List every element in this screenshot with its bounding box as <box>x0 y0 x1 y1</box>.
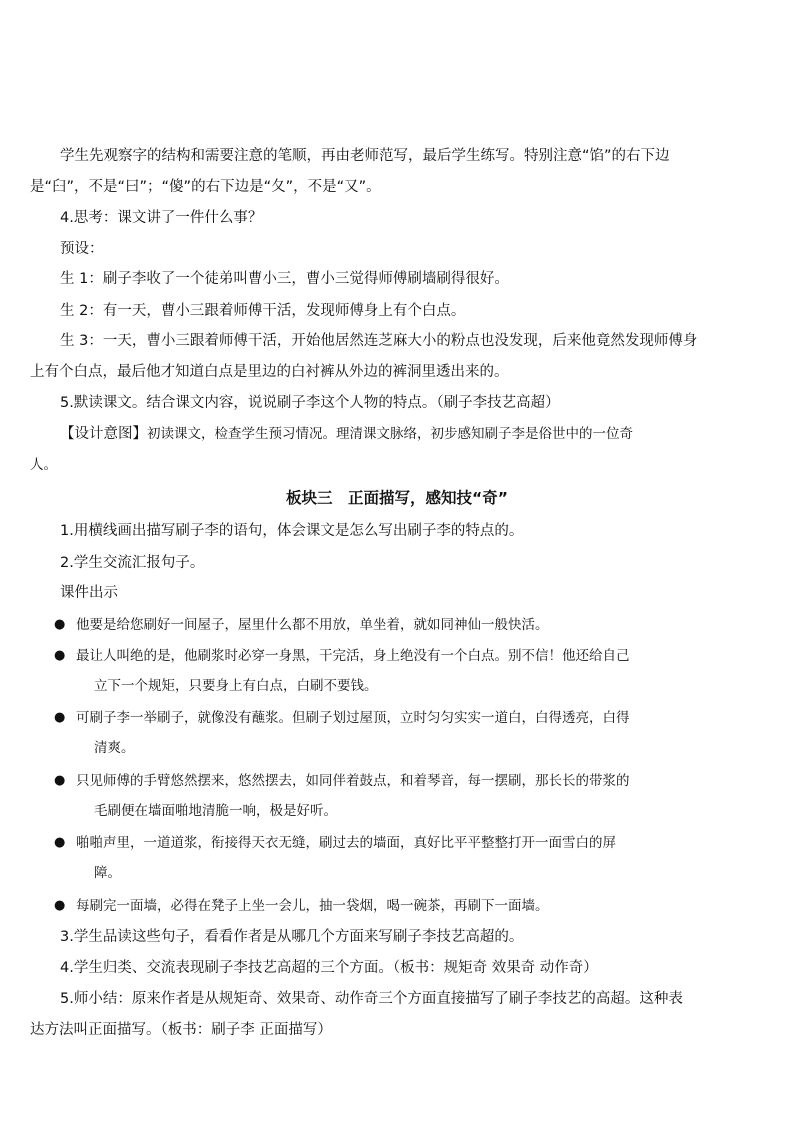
student-answer-2: 生 2：有一天，曹小三跟着师傅干活，发现师傅身上有个白点。 <box>60 303 466 319</box>
quote-bullet-1-line1: 他要是给您刷好一间屋子，屋里什么都不用放，单坐着，就如同神仙一般快活。 <box>76 617 549 633</box>
quote-bullet-1 <box>54 610 770 640</box>
instruction-1: 1.用横线画出描写刷子李的语句，体会课文是怎么写出刷子李的特点的。 <box>60 523 524 539</box>
design-intent-text: 初读课文，检查学生预习情况。理清课文脉络，初步感知刷子李是俗世中的一位奇 <box>147 426 633 442</box>
quote-bullet-2-line2: 立下一个规矩，只要身上有白点，白刷不要钱。 <box>94 678 378 694</box>
quote-bullet-4-line2: 毛刷便在墙面啪地清脆一响，极是好听。 <box>94 803 337 819</box>
design-intent-label: 【设计意图】 <box>60 426 147 442</box>
bullet-dot: ● <box>54 648 66 663</box>
quote-bullet-4-line1: 只见师傅的手臂悠然摆来，悠然摆去，如同伴着鼓点，和着琴音，每一摆刷，那长长的带浆的 <box>76 773 630 789</box>
quote-bullet-3-line2: 清爽。 <box>94 740 135 756</box>
summary-line1: 5.师小结：原来作者是从规矩奇、效果奇、动作奇三个方面直接描写了刷子李技艺的高超。这种表 <box>60 991 683 1007</box>
quote-bullet-2-line1: 最让人叫绝的是，他刷浆时必穿一身黑，干完活，身上绝没有一个白点。别不信！他还给自己 <box>76 648 630 664</box>
quote-bullet-6-line1: 每刷完一面墙，必得在凳子上坐一会儿，抽一袋烟，喝一碗茶，再刷下一面墙。 <box>76 898 549 914</box>
bullet-dot: ● <box>54 710 66 725</box>
quote-bullet-3-line1: 可刷子李一举刷子，就像没有蘸浆。但刷子划过屋顶，立时匀匀实实一道白，白得透亮，白得 <box>76 710 630 726</box>
design-intent-line1 <box>30 419 766 449</box>
design-intent-line2: 人。 <box>30 457 57 473</box>
question-4: 4.思考：课文讲了一件什么事？ <box>60 210 263 226</box>
question-5: 5.默读课文。结合课文内容，说说刷子李这个人物的特点。（刷子李技艺高超） <box>60 395 560 411</box>
quote-bullet-5 <box>54 828 770 888</box>
quote-bullet-3 <box>54 703 770 763</box>
quote-bullet-4 <box>54 766 770 826</box>
preset-label: 预设： <box>60 241 104 257</box>
student-answer-1: 生 1：刷子李收了一个徒弟叫曹小三，曹小三觉得师傅刷墙刷得很好。 <box>60 271 509 287</box>
summary-line2: 达方法叫正面描写。（板书：刷子李 正面描写） <box>30 1022 332 1038</box>
student-answer-3-line1: 生 3：一天，曹小三跟着师傅干活，开始他居然连芝麻大小的粉点也没发现，后来他竟然发现师傅身 <box>60 333 698 349</box>
quote-bullet-5-line1: 啪啪声里，一道道浆，衔接得天衣无缝，刷过去的墙面，真好比平平整整打开一面雪白的屏 <box>76 835 616 851</box>
paragraph-writing-guidance-line2: 是“臼”，不是“曰”；“傻”的右下边是“夂”，不是“又”。 <box>30 179 381 195</box>
quote-bullet-5-line2: 障。 <box>94 865 121 881</box>
bullet-dot: ● <box>54 773 66 788</box>
quote-bullet-6 <box>54 891 770 921</box>
instruction-2: 2.学生交流汇报句子。 <box>60 555 205 571</box>
bullet-dot: ● <box>54 617 66 632</box>
instruction-3: 3.学生品读这些句子，看看作者是从哪几个方面来写刷子李技艺高超的。 <box>60 929 524 945</box>
student-answer-3-line2: 上有个白点，最后他才知道白点是里边的白衬裤从外边的裤洞里透出来的。 <box>30 364 509 380</box>
section-heading: 板块三 正面描写，感知技“奇” <box>286 489 508 507</box>
instruction-4: 4.学生归类、交流表现刷子李技艺高超的三个方面。（板书：规矩奇 效果奇 动作奇） <box>60 960 598 976</box>
bullet-dot: ● <box>54 835 66 850</box>
quote-bullet-2 <box>54 641 770 701</box>
courseware-show-label: 课件出示 <box>60 585 118 601</box>
bullet-dot: ● <box>54 898 66 913</box>
paragraph-writing-guidance-line1: 学生先观察字的结构和需要注意的笔顺，再由老师范写，最后学生练写。特别注意“馅”的右下边 <box>60 148 670 164</box>
